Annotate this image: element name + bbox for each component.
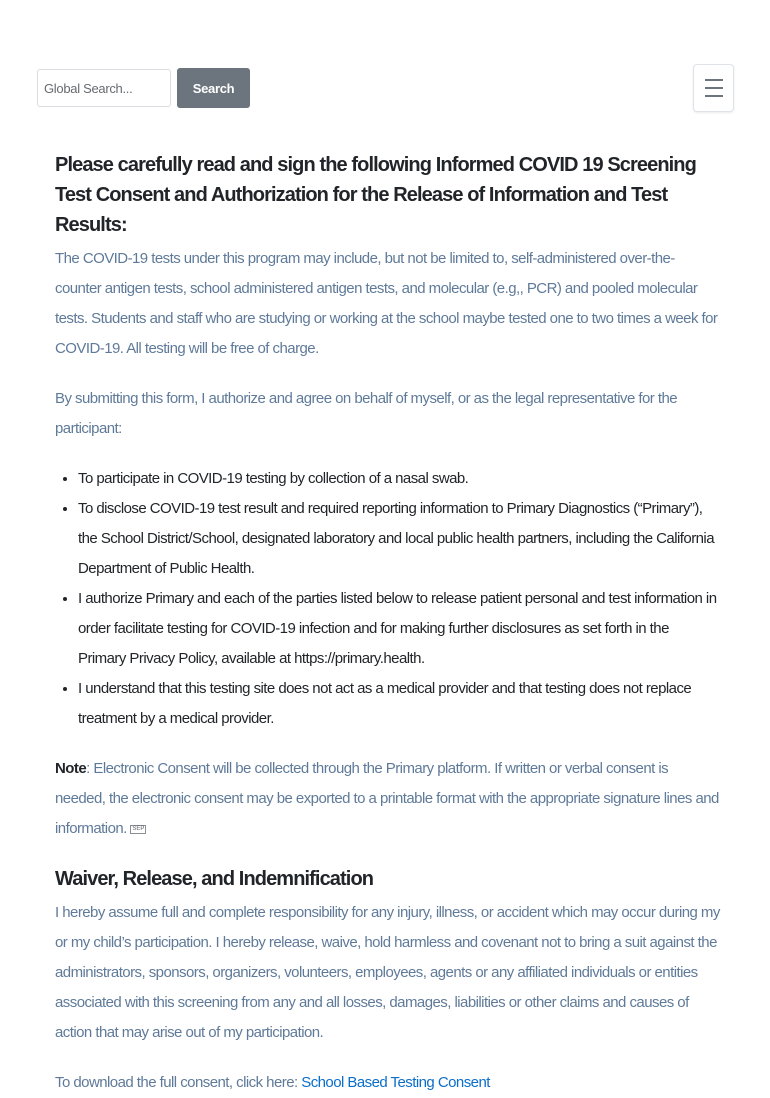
hamburger-menu-icon[interactable] bbox=[693, 64, 734, 112]
menu-bar-line bbox=[705, 95, 723, 97]
list-item: • I understand that this testing site does not act as a medical provider and that testing does not replace treatment by a medical provider. bbox=[78, 674, 720, 734]
menu-bar-line bbox=[705, 87, 723, 89]
search-button[interactable]: Search bbox=[177, 68, 250, 108]
list-item: • I authorize Primary and each of the parties listed below to release patient personal and test information in order facilitate testing for COVID-19 infection and for making further disclosures as set forth in the Primary Privacy Policy, available at https://primary.health. bbox=[78, 584, 720, 674]
list-item: • To disclose COVID-19 test result and required reporting information to Primary Diagnostics (“Primary”), the School District/School, designated laboratory and local public health partners, including the California Department of Public Health. bbox=[78, 494, 720, 584]
note-text: : Electronic Consent will be collected through the Primary platform. If written or verbal consent is needed, the electronic consent may be exported to a printable format with the appropriate signature lines and information. bbox=[55, 760, 719, 837]
waiver-title: Waiver, Release, and Indemnification bbox=[55, 868, 374, 890]
consent-title: Please carefully read and sign the following Informed COVID 19 Screening Test Consent and Authorization for the Release of Information and Test Results: bbox=[55, 154, 696, 236]
consent-intro: The COVID-19 tests under this program may include, but not be limited to, self-administered over-the-counter antigen tests, school administered antigen tests, and molecular (e.g,, PCR) and pooled molecular tests. Students and staff who are studying or working at the school maybe tested one to two times a week for COVID-19. All testing will be free of charge. bbox=[55, 250, 718, 357]
download-line bbox=[55, 1068, 720, 1098]
authorization-statement: By submitting this form, I authorize and agree on behalf of myself, or as the legal representative for the participant: bbox=[55, 390, 678, 437]
list-item: • To participate in COVID-19 testing by collection of a nasal swab. bbox=[78, 464, 720, 494]
top-bar bbox=[37, 68, 734, 114]
waiver-text: I hereby assume full and complete responsibility for any injury, illness, or accident which may occur during my or my child’s participation. I hereby release, waive, hold harmless and covenant not to bring a suit against the administrators, sponsors, organizers, volunteers, employees, agents or any affiliated individuals or entities associated with this screening from any and all losses, damages, liabilities or other claims and causes of action that may arise out of my participation. bbox=[55, 904, 720, 1041]
consent-list bbox=[55, 464, 720, 734]
school-consent-link[interactable]: School Based Testing Consent bbox=[301, 1074, 490, 1091]
separator-mark: SEP bbox=[132, 825, 145, 832]
consent-content bbox=[55, 150, 720, 1098]
global-search-input[interactable] bbox=[37, 69, 171, 107]
menu-bar-line bbox=[705, 79, 723, 81]
note-label: Note bbox=[55, 760, 87, 777]
note-paragraph bbox=[55, 754, 720, 844]
download-prefix: To download the full consent, click here: bbox=[55, 1074, 302, 1091]
